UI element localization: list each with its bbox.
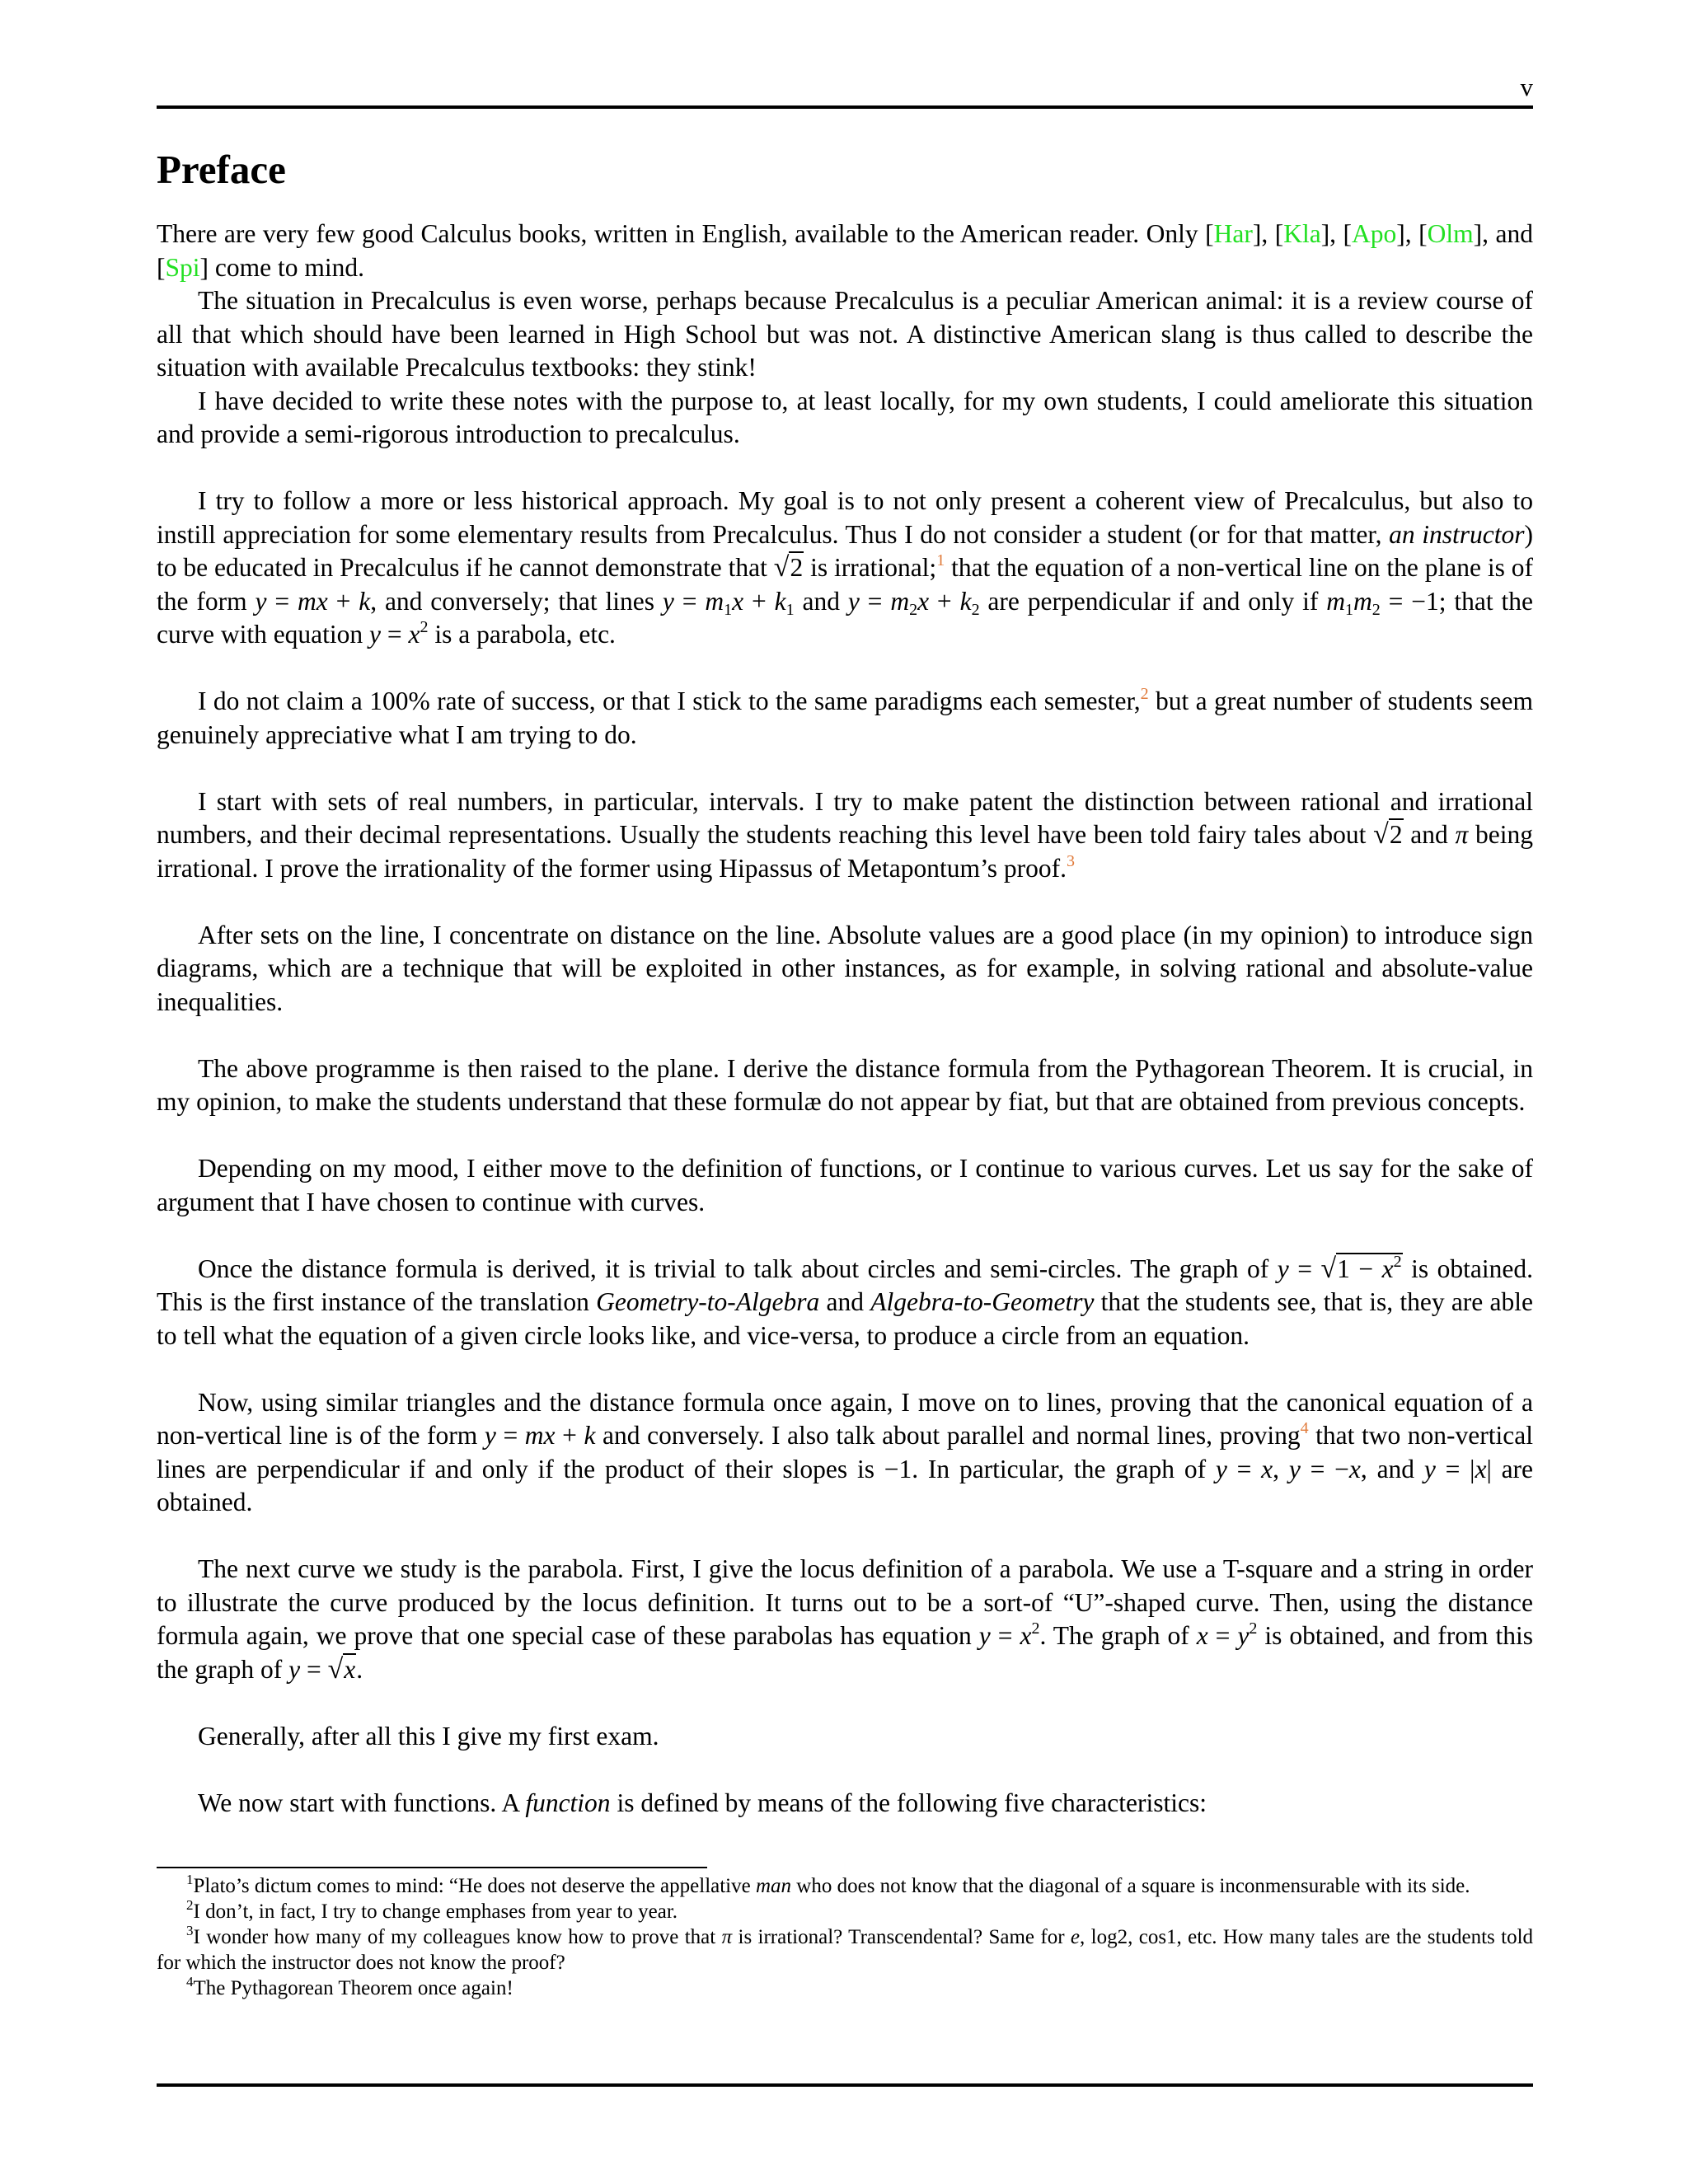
paragraph-2: The situation in Precalculus is even worse, perhaps because Precalculus is a peculiar American animal: it is a review course of all that which should have been learned in High School but was not. A distinctive American slang is thus called to describe the situation with available Precalculus textbooks: they stink!	[157, 286, 1533, 382]
footnote-rule	[157, 1867, 707, 1868]
paragraph-3: I have decided to write these notes with the purpose to, at least locally, for my own students, I could ameliorate this situation and provide a semi-rigorous introduction to precalculus.	[157, 386, 1533, 448]
citation-kla[interactable]: Kla	[1283, 219, 1321, 248]
header-rule	[157, 105, 1533, 109]
paragraph-14: We now start with functions. A function is defined by means of the following five characteristics:	[198, 1788, 1207, 1817]
citation-apo[interactable]: Apo	[1352, 219, 1397, 248]
sqrt-two: √2	[1373, 819, 1403, 850]
paragraph-5: I do not claim a 100% rate of success, or that I stick to the same paradigms each semester,$^2$ but a great number of students seem genuinely appreciative what I am trying to do.	[157, 685, 1534, 749]
paragraph-1: There are very few good Calculus books, written in English, available to the American reader. Only [Har], [Kla], [Apo], [Olm], and [Spi] come to mind.	[157, 219, 1534, 282]
paragraph-7: After sets on the line, I concentrate on distance on the line. Absolute values are a good place (in my opinion) to introduce sign diagrams, which are a technique that will be exploited in other instances, as for example, in solving rational and absolute-value inequalities.	[157, 920, 1533, 1016]
footer-rule	[157, 2083, 1533, 2087]
footnote-mark-4[interactable]: 4	[1300, 1419, 1309, 1437]
citation-spi[interactable]: Spi	[165, 252, 200, 282]
sqrt-x: √x	[327, 1653, 356, 1685]
footnote-mark-2[interactable]: 2	[1140, 685, 1149, 703]
footnotes	[157, 1873, 1533, 2001]
footnote-mark-3[interactable]: 3	[1067, 851, 1075, 870]
footnote-4: $^4$The Pythagorean Theorem once again!	[186, 1974, 513, 1999]
section-title: Preface	[157, 147, 286, 192]
page-number: v	[1520, 73, 1533, 101]
paragraph-6: I start with sets of real numbers, in particular, intervals. I try to make patent the distinction between rational and irrational numbers, and their decimal representations. Usually the students reaching this level have been told fairy tales about √2 and π being irrational. I prove the irrationality of the former using Hipassus of Metapontum’s proof.$^3$	[157, 786, 1533, 883]
footnote-1: $^1$Plato’s dictum comes to mind: “He does not deserve the appellative man who does not know that the diagonal of a square is inconmensurable with its side.	[186, 1872, 1470, 1897]
paragraph-9: Depending on my mood, I either move to the definition of functions, or I continue to various curves. Let us say for the sake of argument that I have chosen to continue with curves.	[157, 1154, 1533, 1216]
paragraph-11: Now, using similar triangles and the distance formula once again, I move on to lines, proving that the canonical equation of a non-vertical line is of the form y = mx + k and conversely. I also talk about parallel and normal lines, proving$^4$ that two non-vertical lines are perpendicular if and only if the product of their slopes is −1. In particular, the graph of y = x, y = −x, and y = |x| are obtained.	[157, 1387, 1534, 1516]
footnote-3: $^3$I wonder how many of my colleagues know how to prove that π is irrational? Transcendental? Same for e, log2, cos1, etc. How many tales are the students told for which the instructor does not know the proof?	[157, 1923, 1534, 1974]
body-text	[157, 218, 1533, 1820]
citation-har[interactable]: Har	[1213, 219, 1253, 248]
sqrt-one-minus-x-squared: $√1 - x^2$	[1320, 1252, 1402, 1284]
citation-olm[interactable]: Olm	[1427, 219, 1474, 248]
paragraph-10: Once the distance formula is derived, it is trivial to talk about circles and semi-circles. The graph of $y = √1 - x^2$ is obtained. This is the first instance of the translation Geometry-to-Algebra and Algebra-to-Geometry that the students see, that is, they are able to tell what the equation of a given circle looks like, and vice-versa, to produce a circle from an equation.	[157, 1252, 1534, 1350]
paragraph-4: I try to follow a more or less historical approach. My goal is to not only present a coherent view of Precalculus, but also to instill appreciation for some elementary results from Precalculus. Thus I do not consider a student (or for that matter, an instructor) to be educated in Precalculus if he cannot demonstrate that √2 is irrational;$^1$ that the equation of a non-vertical line on the plane is of the form y = mx + k, and conversely; that lines $y = m_1x + k_1$ and $y = m_2x + k_2$ are perpendicular if and only if $m_1m_2 = -1$; that the curve with equation $y = x^2$ is a parabola, etc.	[157, 486, 1534, 649]
paragraph-12: The next curve we study is the parabola. First, I give the locus definition of a parabola. We use a T-square and a string in order to illustrate the curve produced by the locus definition. It turns out to be a sort-of “U”-shaped curve. Then, using the distance formula again, we prove that one special case of these parabolas has equation $y = x^2$. The graph of $x = y^2$ is obtained, and from this the graph of y = √x.	[157, 1554, 1533, 1685]
paragraph-8: The above programme is then raised to the plane. I derive the distance formula from the Pythagorean Theorem. It is crucial, in my opinion, to make the students understand that these formulæ do not appear by fiat, but that are obtained from previous concepts.	[157, 1053, 1533, 1116]
paragraph-13: Generally, after all this I give my first exam.	[198, 1721, 659, 1750]
footnote-2: $^2$I don’t, in fact, I try to change emphases from year to year.	[186, 1897, 678, 1923]
footnote-mark-1[interactable]: 1	[936, 551, 945, 569]
sqrt-two: √2	[773, 552, 804, 583]
